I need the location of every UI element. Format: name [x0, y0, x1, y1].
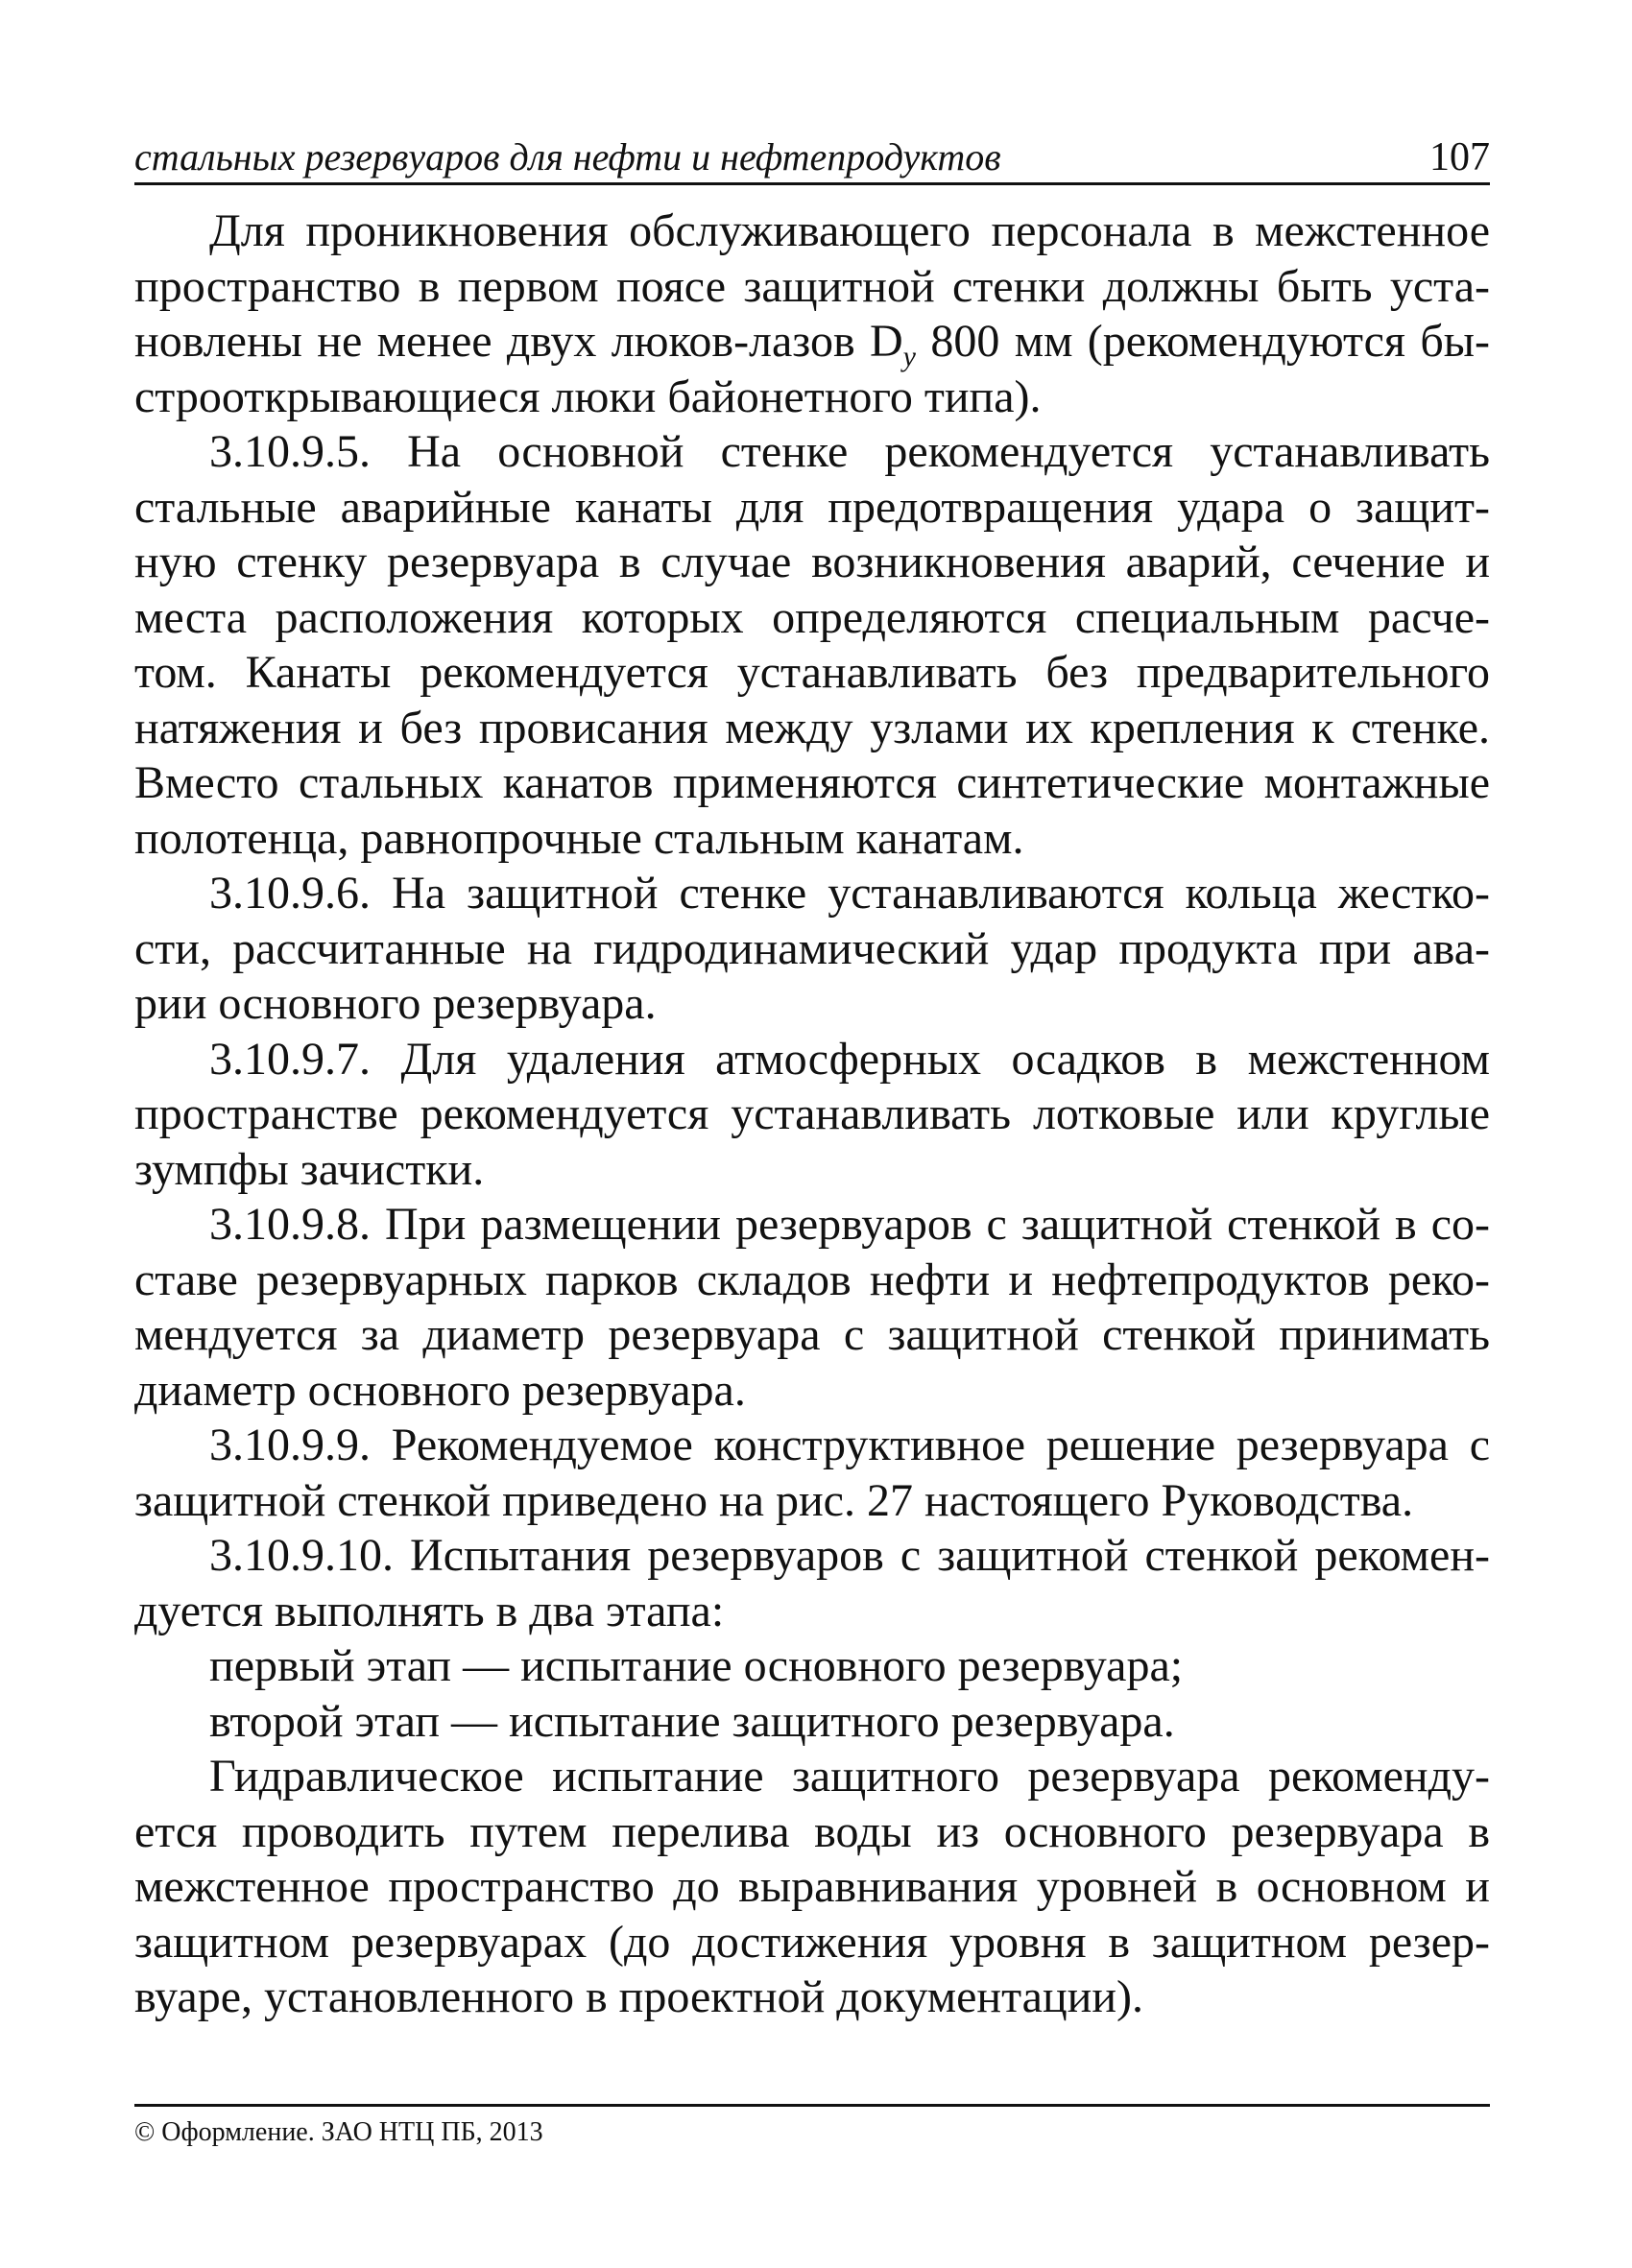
text-line: 3.10.9.8. При размещении резервуаров с защитной стенкой в со- — [209, 1199, 1490, 1250]
text-line: пространство в первом поясе защитной стенки должны быть уста- — [134, 260, 1490, 312]
text-line: межстенное пространство до выравнивания уровней в основном и — [134, 1861, 1490, 1912]
text-line: 3.10.9.9. Рекомендуемое конструктивное решение резервуара с — [209, 1420, 1490, 1470]
paragraph — [134, 1749, 1490, 2025]
text-fragment: новлены не менее двух люков-лазов D — [134, 316, 903, 367]
paragraph — [134, 203, 1490, 424]
text-line: защитной стенкой приведено на рис. 27 настоящего Руководства. — [134, 1474, 1414, 1526]
paragraph — [134, 866, 1490, 1032]
text-line: натяжения и без провисания между узлами их крепления к стенке. — [134, 702, 1490, 753]
text-line: дуется выполнять в два этапа: — [134, 1585, 725, 1636]
text-line: 3.10.9.10. Испытания резервуаров с защитной стенкой рекомен- — [209, 1530, 1490, 1581]
header-title: стальных резервуаров для нефти и нефтепродуктов — [134, 135, 1001, 179]
text-line: диаметр основного резервуара. — [134, 1364, 746, 1416]
text-line: вуаре, установленного в проектной документации). — [134, 1971, 1144, 2022]
text-line: мендуется за диаметр резервуара с защитной стенкой принимать — [134, 1309, 1490, 1360]
footer-rule — [134, 2104, 1490, 2107]
body-text — [134, 203, 1490, 2025]
paragraph — [134, 1418, 1490, 1528]
paragraph — [134, 424, 1490, 866]
text-line: 3.10.9.7. Для удаления атмосферных осадков в межстенном — [209, 1033, 1490, 1085]
text-line: 3.10.9.6. На защитной стенке устанавливаются кольца жестко- — [209, 868, 1490, 919]
paragraph — [134, 1694, 1490, 1750]
page-number: 107 — [1429, 135, 1490, 179]
text-line: пространстве рекомендуется устанавливать лотковые или круглые — [134, 1088, 1490, 1139]
subscript: у — [902, 341, 916, 372]
text-line: первый этап — испытание основного резервуара; — [209, 1640, 1184, 1691]
text-line: места расположения которых определяются специальным расче- — [134, 591, 1490, 643]
footer-copyright: © Оформление. ЗАО НТЦ ПБ, 2013 — [134, 2117, 543, 2147]
text-line: полотенца, равнопрочные стальным канатам. — [134, 812, 1024, 864]
text-line: сти, рассчитанные на гидродинамический удар продукта при ава- — [134, 922, 1490, 974]
text-line: 3.10.9.5. На основной стенке рекомендуется устанавливать — [209, 426, 1490, 477]
text-line: строоткрывающиеся люки байонетного типа). — [134, 370, 1042, 422]
text-line — [134, 314, 1490, 370]
text-line: стальные аварийные канаты для предотвращения удара о защит- — [134, 481, 1490, 533]
text-line: второй этап — испытание защитного резервуара. — [209, 1695, 1175, 1747]
running-header — [134, 132, 1490, 185]
text-line: рии основного резервуара. — [134, 978, 657, 1029]
text-line: Вместо стальных канатов применяются синтетические монтажные — [134, 757, 1490, 808]
paragraph — [134, 1528, 1490, 1638]
text-line: защитном резервуарах (до достижения уровня в защитном резер- — [134, 1916, 1490, 1968]
text-line: ную стенку резервуара в случае возникновения аварий, сечение и — [134, 537, 1490, 587]
paragraph — [134, 1638, 1490, 1694]
paragraph — [134, 1032, 1490, 1198]
text-line: ется проводить путем перелива воды из основного резервуара в — [134, 1805, 1490, 1857]
text-line: Для проникновения обслуживающего персонала в межстенное — [209, 205, 1490, 256]
paragraph — [134, 1197, 1490, 1418]
text-line: зумпфы зачистки. — [134, 1143, 485, 1195]
text-line: Гидравлическое испытание защитного резервуара рекоменду- — [209, 1751, 1490, 1802]
text-line: ставе резервуарных парков складов нефти и нефтепродуктов реко- — [134, 1253, 1490, 1305]
text-line: том. Канаты рекомендуется устанавливать без предварительного — [134, 647, 1490, 698]
text-fragment: 800 мм (рекомендуются бы- — [916, 316, 1491, 367]
